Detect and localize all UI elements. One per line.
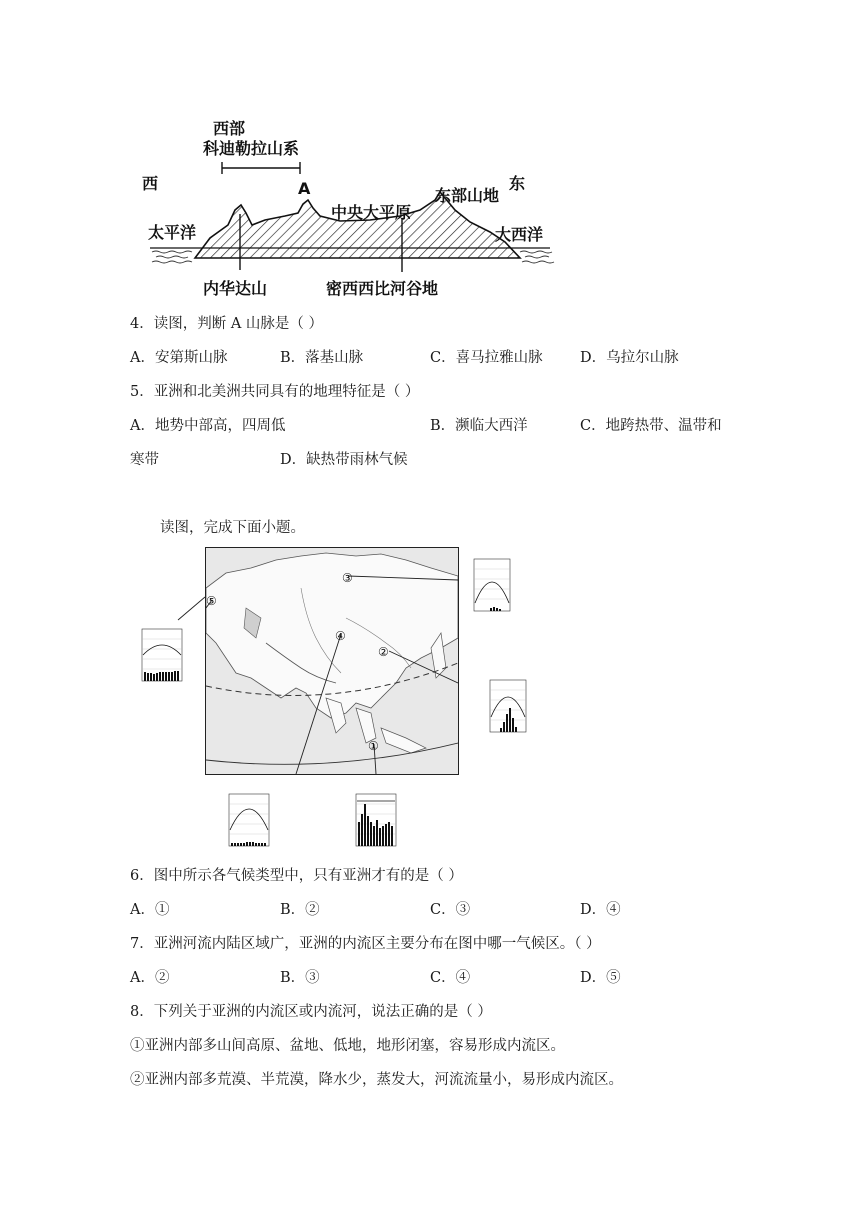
q4-option-a[interactable]: A．安第斯山脉 <box>130 350 228 366</box>
climate-chart-4 <box>215 786 283 856</box>
point-a-label: A <box>298 179 311 198</box>
q6-option-d[interactable]: D．④ <box>580 902 621 918</box>
asia-map-drawing <box>206 548 458 774</box>
q5-option-c-cont[interactable]: 寒带 <box>130 452 159 468</box>
q5-option-a[interactable]: A．地势中部高，四周低 <box>130 418 286 434</box>
eastern-highland-label: 东部山地 <box>435 186 500 205</box>
question-4-stem: 4．读图，判断 A 山脉是（ ） <box>130 316 324 332</box>
nevada-label: 内华达山 <box>203 279 268 298</box>
question-7-stem: 7．亚洲河流内陆区域广，亚洲的内流区主要分布在图中哪一气候区。（ ） <box>130 936 601 952</box>
east-label: 东 <box>509 174 526 193</box>
question-5-stem: 5．亚洲和北美洲共同具有的地理特征是（ ） <box>130 384 420 400</box>
question-8-stem: 8．下列关于亚洲的内流区或内流河，说法正确的是（ ） <box>130 1004 492 1020</box>
climate-chart-1 <box>342 786 410 856</box>
marker-3: ③ <box>342 571 353 585</box>
climate-chart-5 <box>128 621 196 691</box>
central-plain-label: 中央大平原 <box>331 203 412 222</box>
west-label: 西 <box>142 174 159 193</box>
q6-option-b[interactable]: B．② <box>280 902 320 918</box>
atlantic-label: 大西洋 <box>495 225 544 244</box>
climate-chart-2 <box>476 672 540 740</box>
q5-option-c[interactable]: C．地跨热带、温带和 <box>580 418 722 434</box>
q5-option-b[interactable]: B．濒临大西洋 <box>430 418 528 434</box>
q6-option-a[interactable]: A．① <box>130 902 170 918</box>
marker-1: ① <box>368 739 379 753</box>
q8-statement-1: ①亚洲内部多山间高原、盆地、低地，地形闭塞，容易形成内流区。 <box>130 1038 565 1054</box>
q4-option-c[interactable]: C．喜马拉雅山脉 <box>430 350 543 366</box>
q7-option-c[interactable]: C．④ <box>430 970 471 986</box>
range-name-line1: 西部 <box>213 119 246 138</box>
q4-option-d[interactable]: D．乌拉尔山脉 <box>580 350 679 366</box>
profile-figure <box>140 110 560 300</box>
marker-5: ⑤ <box>206 594 217 608</box>
atlantic-water <box>520 251 554 263</box>
climate-chart-3 <box>460 551 524 621</box>
pacific-water <box>152 251 192 263</box>
mississippi-label: 密西西比河谷地 <box>326 279 439 298</box>
q7-option-b[interactable]: B．③ <box>280 970 320 986</box>
marker-2: ② <box>378 645 389 659</box>
question-6-stem: 6．图中所示各气候类型中，只有亚洲才有的是（ ） <box>130 868 463 884</box>
intro-text: 读图，完成下面小题。 <box>160 520 305 536</box>
asia-map <box>205 547 459 775</box>
q6-option-c[interactable]: C．③ <box>430 902 471 918</box>
q7-option-a[interactable]: A．② <box>130 970 170 986</box>
q4-option-b[interactable]: B．落基山脉 <box>280 350 364 366</box>
pacific-label: 太平洋 <box>148 223 197 242</box>
q8-statement-2: ②亚洲内部多荒漠、半荒漠，降水少，蒸发大，河流流量小，易形成内流区。 <box>130 1072 623 1088</box>
q5-option-d[interactable]: D．缺热带雨林气候 <box>280 452 408 468</box>
marker-4: ④ <box>335 629 346 643</box>
range-name-line2: 科迪勒拉山系 <box>203 139 300 158</box>
q7-option-d[interactable]: D．⑤ <box>580 970 621 986</box>
